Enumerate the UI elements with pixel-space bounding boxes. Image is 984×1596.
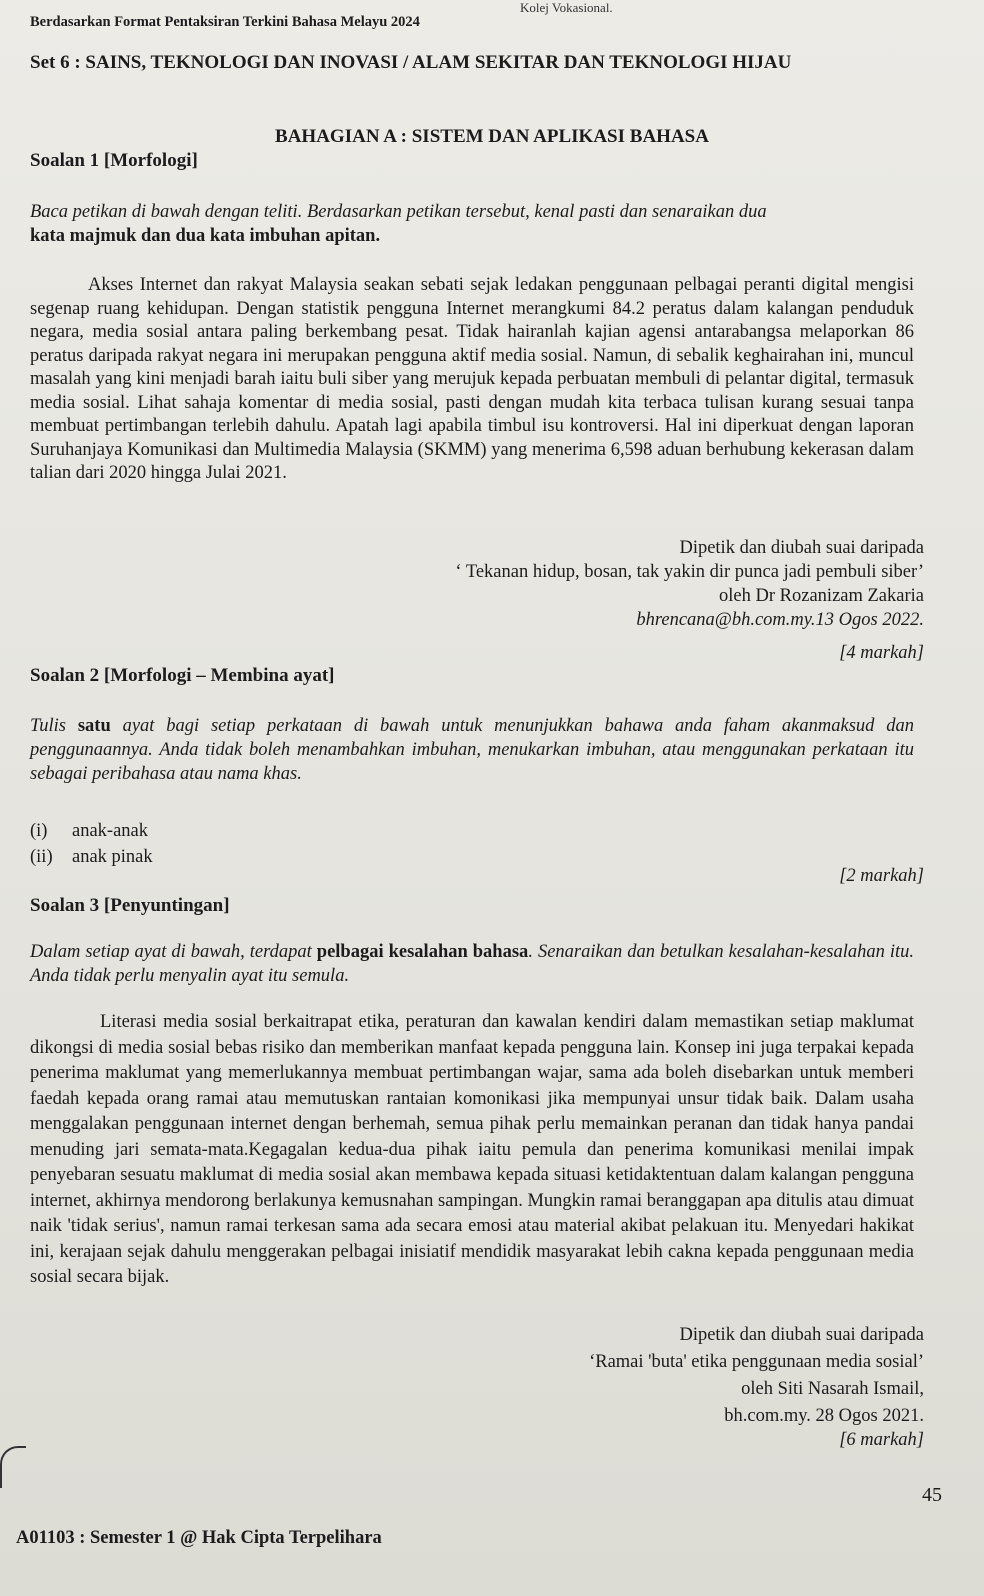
- q2-item-text: anak-anak: [72, 821, 149, 841]
- q3-source-line1: Dipetik dan diubah suai daripada: [679, 1325, 924, 1345]
- q1-heading: Soalan 1 [Morfologi]: [30, 150, 198, 171]
- q2-item-number: (i): [30, 821, 48, 841]
- q3-source-line3: oleh Siti Nasarah Ismail,: [741, 1379, 924, 1399]
- pen-mark: [0, 1446, 26, 1488]
- q2-item: [30, 818, 153, 844]
- q3-marks-text: [6 markah]: [839, 1430, 924, 1450]
- top-strip-text: Kolej Vokasional.: [520, 0, 613, 15]
- q3-source-line4: bh.com.my. 28 Ogos 2021.: [724, 1406, 924, 1426]
- q2-item-text: anak pinak: [72, 847, 153, 867]
- q3-instruction: [30, 940, 914, 988]
- q3-instruction-b: . Senaraikan dan betulkan kesalahan-kesalahan itu. Anda tidak perlu menyalin ayat itu semula.: [30, 942, 915, 986]
- page-number: 45: [922, 1484, 942, 1506]
- q3-heading: Soalan 3 [Penyuntingan]: [30, 895, 230, 916]
- q1-source-line2: ‘ Tekanan hidup, bosan, tak yakin dir punca jadi pembuli siber’: [455, 562, 924, 582]
- q1-passage: [30, 274, 914, 486]
- q1-source-line1: Dipetik dan diubah suai daripada: [679, 538, 924, 558]
- q1-marks: [839, 643, 924, 664]
- q2-instruction: [30, 714, 914, 786]
- q2-item: [30, 844, 153, 870]
- q1-instruction-bold: kata majmuk dan dua kata imbuhan apitan.: [30, 226, 381, 246]
- q2-items: [30, 818, 153, 870]
- q3-instruction-bold: pelbagai kesalahan bahasa: [316, 942, 529, 962]
- q3-passage: [30, 1010, 914, 1291]
- q2-item-number: (ii): [30, 847, 53, 867]
- part-title: BAHAGIAN A : SISTEM DAN APLIKASI BAHASA: [275, 126, 709, 147]
- set-title: Set 6 : SAINS, TEKNOLOGI DAN INOVASI / ALAM SEKITAR DAN TEKNOLOGI HIJAU: [30, 52, 792, 73]
- q1-passage-text: Akses Internet dan rakyat Malaysia seakan sebati sejak ledakan penggunaan pelbagai peranti digital mengisi segenap ruang kehidupan. Dengan statistik pengguna Internet merangkumi 84.2 peratus dalam kalangan penduduk negara, media sosial antara paling berkembang pesat. Tidak hairanlah kajian agensi antarabangsa melaporkan 86 peratus daripada rakyat negara ini merupakan pengguna aktif media sosial. Namun, di sebalik keghairahan ini, muncul masalah yang kini menjadi barah iaitu buli siber yang merujuk kepada perbuatan membuli di pelantar digital, termasuk media sosial. Lihat sahaja komentar di media sosial, pasti dengan mudah kita terbaca tulisan kurang sesuai tanpa membuat pertimbangan terlebih dahulu. Apatah lagi apabila timbul isu kontroversi. Hal ini diperkuat dengan laporan Suruhanjaya Komunikasi dan Multimedia Malaysia (SKMM) yang menerima 6,598 aduan berhubung kekerasan dalam talian dari 2020 hingga Julai 2021.: [30, 275, 914, 483]
- q1-source-line3: oleh Dr Rozanizam Zakaria: [719, 586, 924, 606]
- q1-marks-text: [4 markah]: [839, 643, 924, 663]
- footer: A01103 : Semester 1 @ Hak Cipta Terpelihara: [16, 1528, 382, 1548]
- q1-instruction-italic: Baca petikan di bawah dengan teliti. Berdasarkan petikan tersebut, kenal pasti dan senaraikan dua: [30, 202, 767, 222]
- q3-marks: [839, 1430, 924, 1451]
- q2-instruction-bold: satu: [77, 716, 111, 736]
- q3-source-line2: ‘Ramai 'buta' etika penggunaan media sosial’: [589, 1352, 924, 1372]
- q3-passage-text: Literasi media sosial berkaitrapat etika, peraturan dan kawalan kendiri dalam memastikan setiap maklumat dikongsi di media sosial bebas risiko dan memberikan manfaat kepada pengguna lain. Konsep ini juga terpakai kepada penerima maklumat yang memerlukannya membuat pertimbangan wajar, sama ada boleh disebarkan untuk memberi faedah kepada orang ramai atau memutuskan rantaian komonikasi jika mempunyai unsur tidak baik. Dalam usaha menggalakan penggunaan internet dengan berhemah, semua pihak perlu memainkan peranan dan tidak hanya pandai menuding jari semata-mata.Kegagalan kedua-dua pihak iaitu pemula dan penerima komunikasi menilai impak penyebaran sesuatu maklumat di media sosial akan membawa kepada situasi ketidaktentuan dalam kalangan pengguna internet, akhirnya mendorong berlakunya kemusnahan sampingan. Mungkin ramai beranggapan apa ditulis atau dimuat naik 'tidak serius', namun ramai terkesan sama ada secara emosi atau material akibat pelakuan itu. Menyedari hakikat ini, kerajaan sejak dahulu menggerakan pelbagai inisiatif mendidik masyarakat lebih cakna kepada penggunaan media sosial secara bijak.: [30, 1012, 914, 1287]
- q2-marks-text: [2 markah]: [839, 866, 924, 886]
- q2-instruction-a: Tulis: [30, 716, 78, 736]
- q1-source: [455, 536, 924, 632]
- q2-heading: Soalan 2 [Morfologi – Membina ayat]: [30, 665, 335, 686]
- q3-source: [589, 1322, 924, 1430]
- q2-marks: [839, 866, 924, 887]
- q3-instruction-a: Dalam setiap ayat di bawah, terdapat: [30, 942, 317, 962]
- header-note: Berdasarkan Format Pentaksiran Terkini Bahasa Melayu 2024: [30, 14, 420, 30]
- q2-instruction-b: ayat bagi setiap perkataan di bawah untuk menunjukkan bahawa anda faham akanmaksud dan penggunaannya. Anda tidak boleh menambahkan imbuhan, menukarkan imbuhan, atau menggunakan perkataan itu sebagai peribahasa atau nama khas.: [30, 716, 914, 784]
- q1-source-line4: bhrencana@bh.com.my.13 Ogos 2022.: [636, 610, 924, 630]
- q1-instruction: [30, 200, 914, 248]
